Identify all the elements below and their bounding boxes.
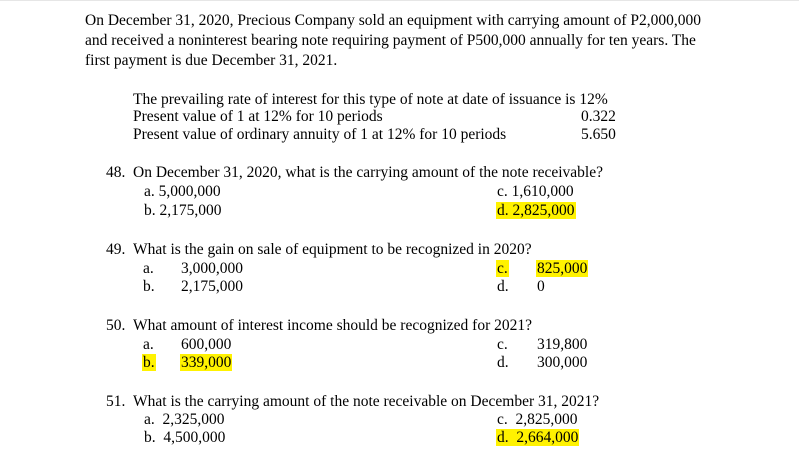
q48-choice-a: a. 5,000,000 [144,183,221,200]
given-pv1-label: Present value of 1 at 12% for 10 periods [133,108,383,125]
q49-choice-a-value: 3,000,000 [181,260,243,277]
q50-choice-c-value: 319,800 [537,336,588,353]
q49-choice-d-value: 0 [537,278,545,295]
q50-choice-b-value-highlighted: 339,000 [181,354,232,371]
q48-choice-d-highlighted: d. 2,825,000 [497,202,575,219]
given-rate-line: The prevailing rate of interest for this type of note at date of issuance is 12% [133,91,608,108]
q48-text: On December 31, 2020, what is the carrying amount of the note receivable? [133,164,603,181]
q48-choice-c: c. 1,610,000 [497,183,574,200]
given-pvoa-label: Present value of ordinary annuity of 1 at 12% for 10 periods [133,126,507,143]
q51-choice-a: a. 2,325,000 [144,411,225,428]
q49-number: 49. [106,241,126,258]
q48-number: 48. [106,164,126,181]
intro-line-1: On December 31, 2020, Precious Company sold an equipment with carrying amount of P2,000,000 [85,12,702,29]
q51-choice-d-highlighted: d. 2,664,000 [497,429,579,446]
intro-line-3: first payment is due December 31, 2021. [85,52,338,69]
q50-number: 50. [106,317,126,334]
q49-choice-d-letter: d. [497,278,509,295]
q51-number: 51. [106,393,126,410]
q49-choice-b-value: 2,175,000 [181,278,243,295]
intro-line-2: and received a noninterest bearing note requiring payment of P500,000 annually for ten years. The [85,32,696,49]
top-edge-rule [0,0,799,1]
q50-choice-b-letter-highlighted: b. [143,354,155,371]
q50-text: What amount of interest income should be recognized for 2021? [133,317,532,334]
q50-choice-a-letter: a. [143,336,154,353]
given-pv1-value: 0.322 [581,108,616,125]
q50-choice-c-letter: c. [497,336,508,353]
q51-choice-b: b. 4,500,000 [144,429,226,446]
q49-text: What is the gain on sale of equipment to be recognized in 2020? [133,241,532,258]
q51-text: What is the carrying amount of the note receivable on December 31, 2021? [133,393,600,410]
q50-choice-d-value: 300,000 [537,354,588,371]
q49-choice-b-letter: b. [143,278,155,295]
q50-choice-d-letter: d. [497,354,509,371]
given-pvoa-value: 5.650 [581,126,616,143]
q49-choice-c-value-highlighted: 825,000 [537,260,588,277]
q49-choice-a-letter: a. [143,260,154,277]
q50-choice-a-value: 600,000 [181,336,232,353]
q48-choice-b: b. 2,175,000 [144,202,222,219]
q51-choice-c: c. 2,825,000 [497,411,578,428]
q49-choice-c-letter-highlighted: c. [497,260,508,277]
